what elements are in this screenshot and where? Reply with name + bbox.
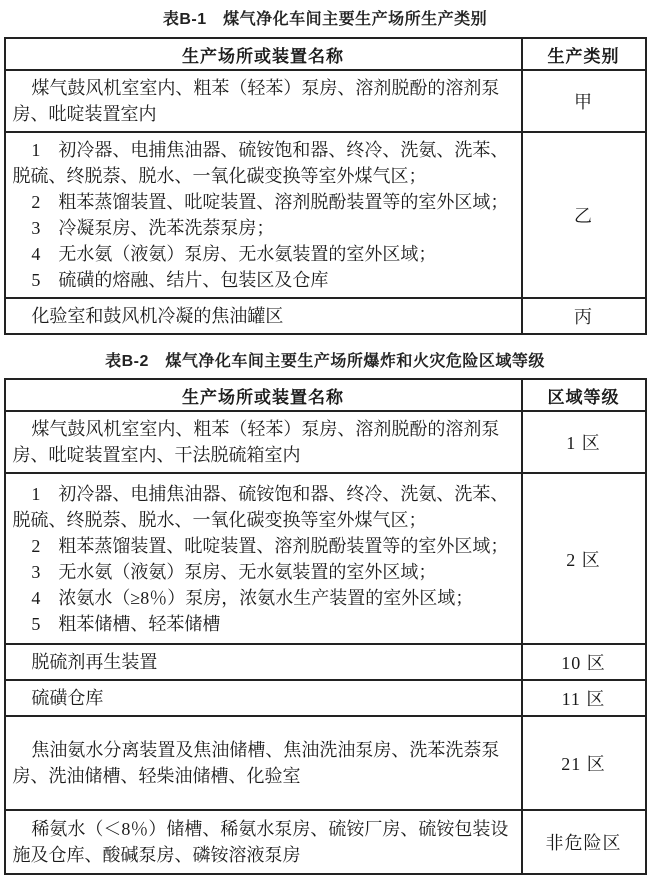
list-item: 3 无水氨（液氨）泵房、无水氨装置的室外区域； — [31, 561, 437, 582]
table-b2-col-header-name: 生产场所或装置名称 — [5, 379, 522, 411]
category-cell: 丙 — [522, 298, 646, 334]
list-item: 3 冷凝泵房、洗苯洗萘泵房； — [31, 218, 275, 238]
place-name-cell — [5, 716, 522, 810]
list-item: 2 粗苯蒸馏装置、吡啶装置、溶剂脱酚装置等的室外区域； — [31, 535, 509, 556]
place-name-cell — [5, 411, 522, 473]
place-name-cell — [5, 298, 522, 334]
table-row — [5, 644, 646, 680]
zone-cell: 1 区 — [522, 411, 646, 473]
table-row — [5, 411, 646, 473]
list-item: 1 初冷器、电捕焦油器、硫铵饱和器、终冷、洗氨、洗苯、脱硫、终脱萘、脱水、一氧化碳变换等室外煤气区； — [12, 140, 509, 186]
place-name-cell — [5, 680, 522, 716]
table-b1-header-row — [5, 38, 646, 70]
place-name-text: 硫磺仓库 — [31, 688, 104, 708]
list-item: 5 粗苯储槽、轻苯储槽 — [31, 613, 221, 634]
list-item: 4 无水氨（液氨）泵房、无水氨装置的室外区域； — [31, 244, 437, 264]
table-row — [5, 680, 646, 716]
place-name-text: 焦油氨水分离装置及焦油储槽、焦油洗油泵房、洗苯洗萘泵房、洗油储槽、轻柴油储槽、化验室 — [12, 740, 500, 786]
place-name-text: 稀氨水（＜8％）储槽、稀氨水泵房、硫铵厂房、硫铵包装设施及仓库、酸碱泵房、磷铵溶液泵房 — [12, 819, 509, 865]
zone-cell: 非危险区 — [522, 810, 646, 874]
place-name-cell — [5, 810, 522, 874]
place-name-cell — [5, 473, 522, 644]
table-b2 — [4, 378, 647, 875]
place-name-text: 煤气鼓风机室室内、粗苯（轻苯）泵房、溶剂脱酚的溶剂泵房、吡啶装置室内 — [12, 78, 500, 124]
table-row — [5, 716, 646, 810]
zone-cell: 10 区 — [522, 644, 646, 680]
table-b1-col-header-category: 生产类别 — [522, 38, 646, 70]
table-row — [5, 70, 646, 132]
place-name-cell — [5, 132, 522, 298]
place-name-text: 化验室和鼓风机冷凝的焦油罐区 — [31, 306, 284, 326]
category-cell: 乙 — [522, 132, 646, 298]
table-b1-title: 表B-1 煤气净化车间主要生产场所生产类别 — [162, 11, 488, 28]
zone-cell: 2 区 — [522, 473, 646, 644]
category-cell: 甲 — [522, 70, 646, 132]
zone-cell: 11 区 — [522, 680, 646, 716]
table-b1-col-header-name: 生产场所或装置名称 — [5, 38, 522, 70]
place-name-text: 煤气鼓风机室室内、粗苯（轻苯）泵房、溶剂脱酚的溶剂泵房、吡啶装置室内、干法脱硫箱室内 — [12, 419, 500, 465]
list-item: 5 硫磺的熔融、结片、包装区及仓库 — [31, 270, 329, 290]
table-row — [5, 132, 646, 298]
list-item: 1 初冷器、电捕焦油器、硫铵饱和器、终冷、洗氨、洗苯、脱硫、终脱萘、脱水、一氧化碳变换等室外煤气区； — [12, 483, 509, 530]
table-b1 — [4, 37, 647, 335]
table-b2-header-row — [5, 379, 646, 411]
table-row — [5, 810, 646, 874]
table-row — [5, 298, 646, 334]
zone-cell: 21 区 — [522, 716, 646, 810]
place-name-text: 脱硫剂再生装置 — [31, 652, 158, 672]
list-item: 2 粗苯蒸馏装置、吡啶装置、溶剂脱酚装置等的室外区域； — [31, 192, 509, 212]
place-name-cell — [5, 644, 522, 680]
place-name-cell — [5, 70, 522, 132]
list-item: 4 浓氨水（≥8％）泵房，浓氨水生产装置的室外区域； — [31, 587, 474, 608]
table-row — [5, 473, 646, 644]
table-b2-col-header-zone: 区域等级 — [522, 379, 646, 411]
table-b2-title: 表B-2 煤气净化车间主要生产场所爆炸和火灾危险区域等级 — [105, 353, 545, 370]
